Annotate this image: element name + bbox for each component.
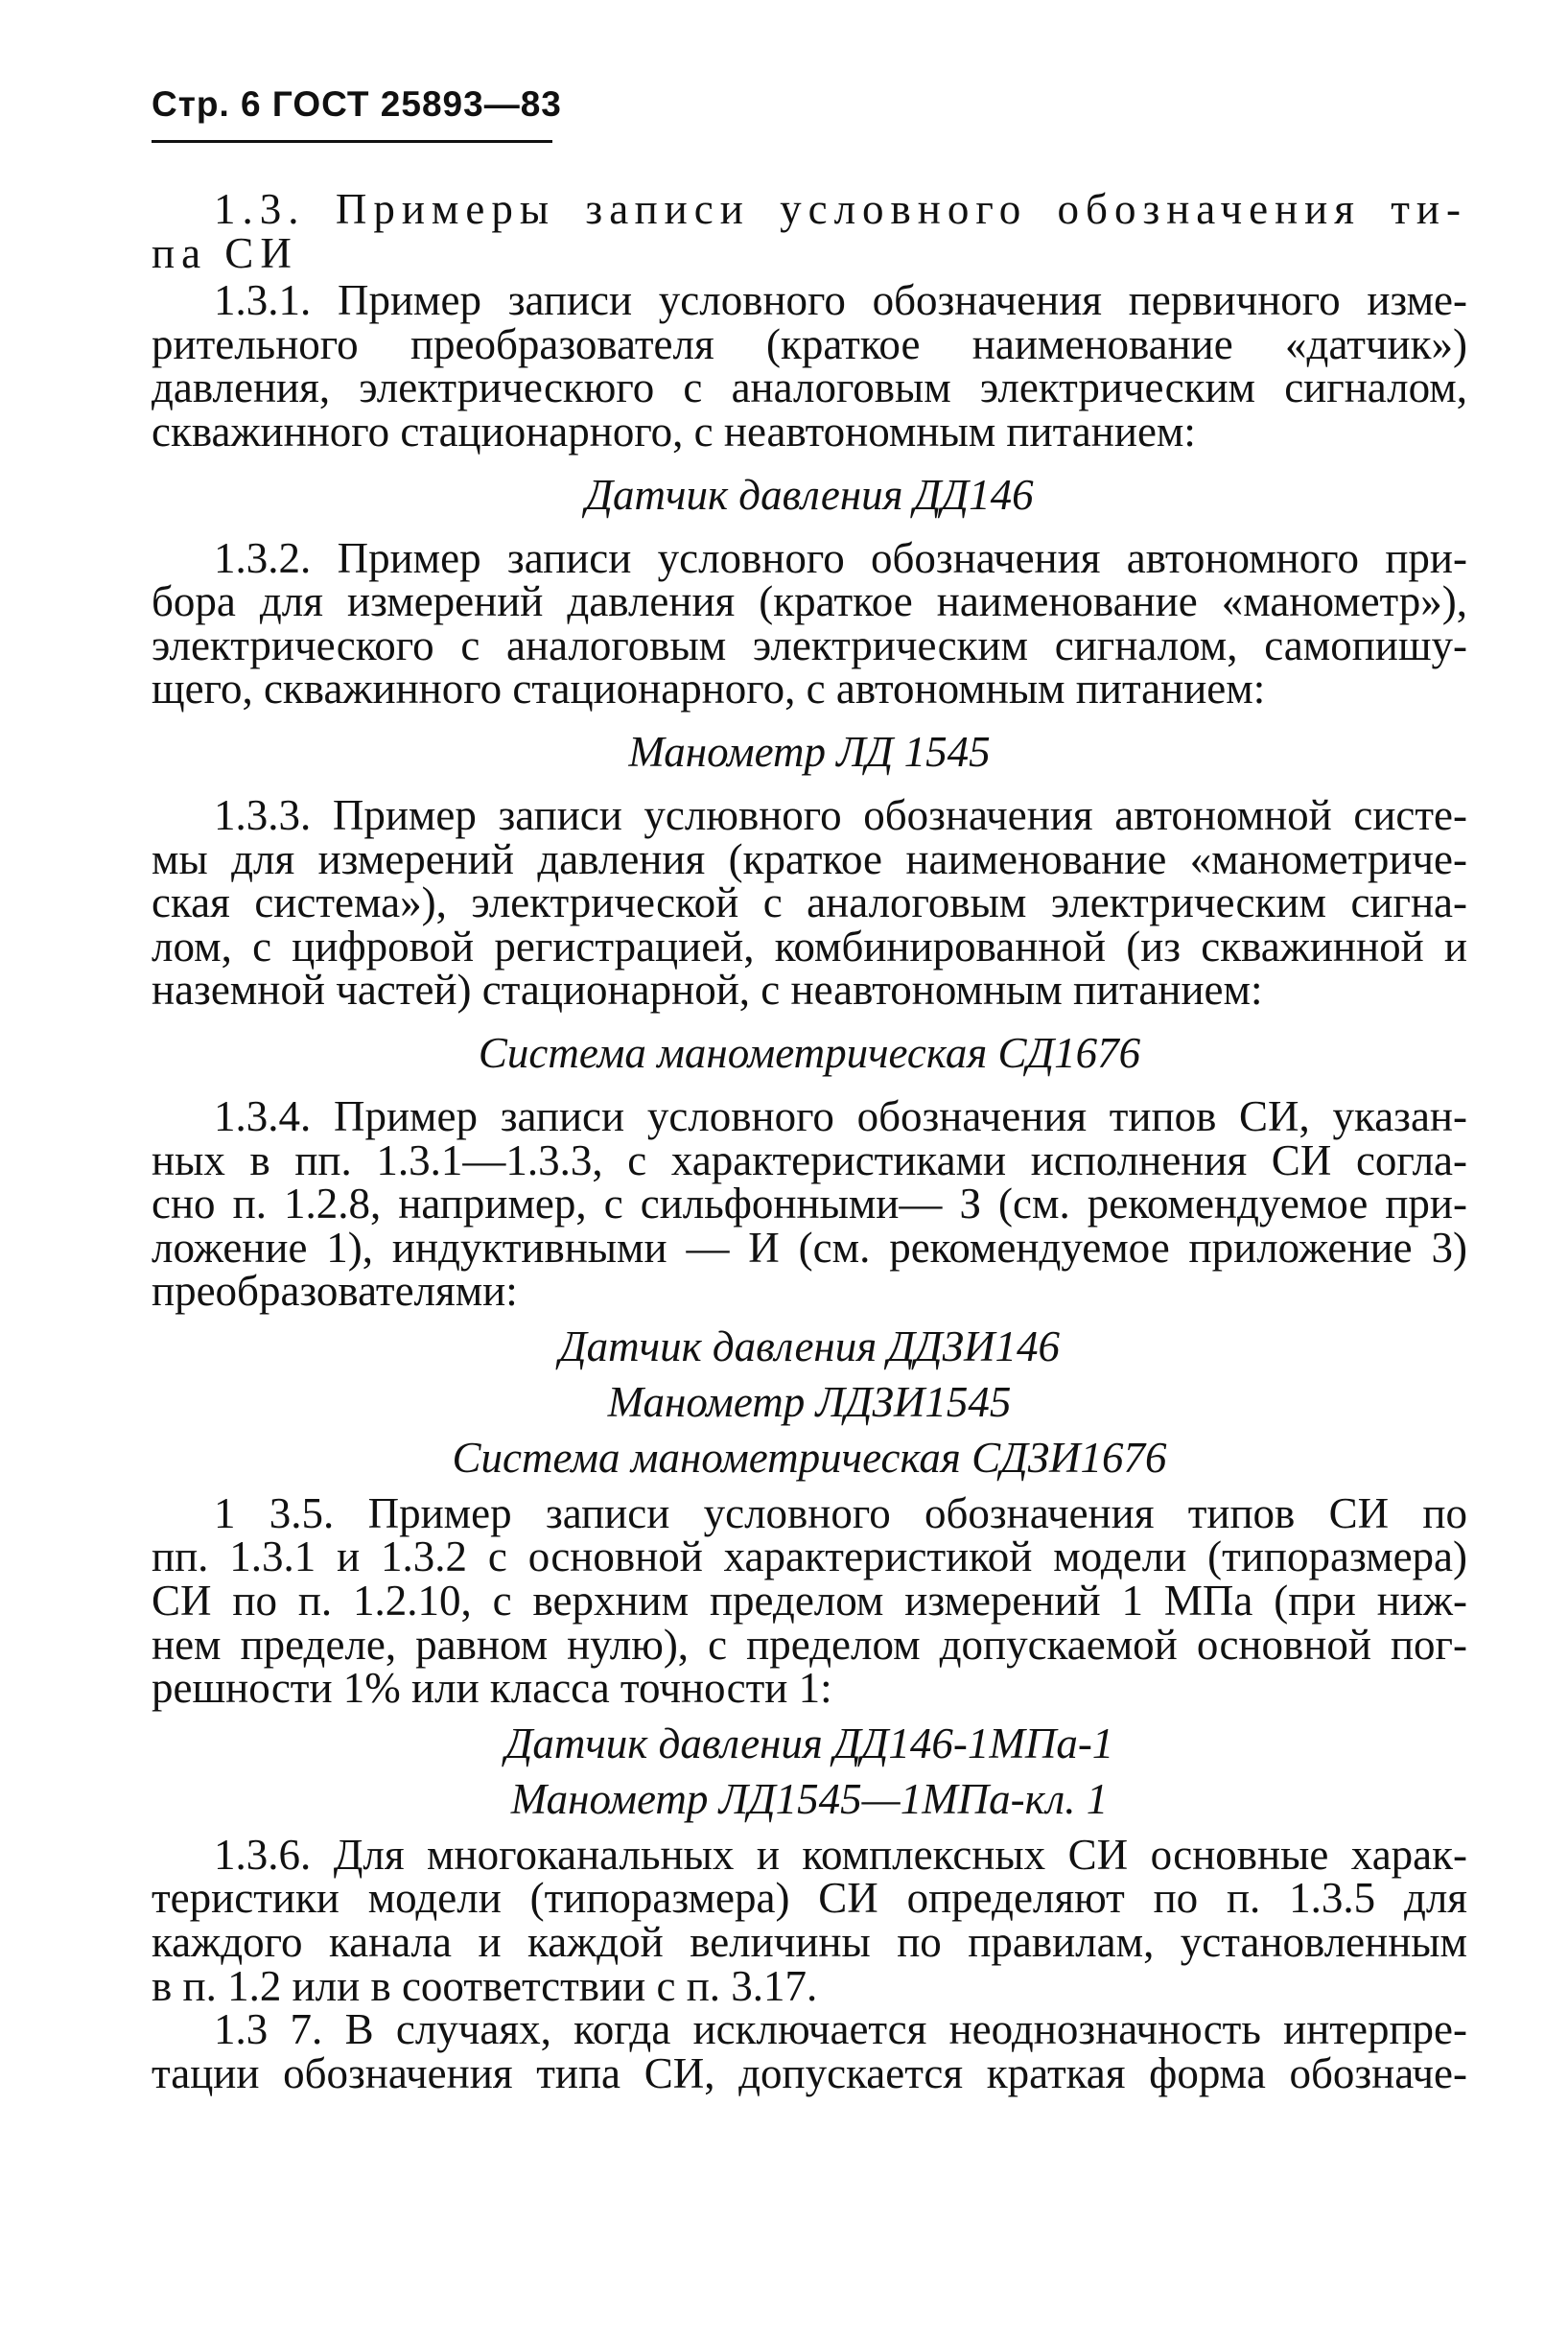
designation-example: Датчик давления ДД146-1МПа-1: [504, 1719, 1114, 1767]
text-line: наземной частей) стационарной, с неавтономным питанием:: [152, 966, 1263, 1015]
text-line: электрического с аналоговым электрическим сигналом, самопишу-: [152, 620, 1467, 669]
text-line: 1.3 7. В случаях, когда исключается неоднозначность интерпре-: [214, 2005, 1467, 2054]
text-line: СИ по п. 1.2.10, с верхним пределом измерений 1 МПа (при ниж-: [152, 1577, 1467, 1626]
text-line: па СИ: [152, 228, 298, 277]
document-body: [152, 185, 1467, 2097]
designation-example: Система манометрическая СД1676: [478, 1028, 1141, 1077]
designation-example: Манометр ЛД1545—1МПа-кл. 1: [510, 1774, 1109, 1823]
paragraph-1-3-6: [152, 1830, 1467, 2010]
designation-example: Датчик давления ДД146: [585, 470, 1034, 519]
text-line: скважинного стационарного, с неавтономным питанием:: [152, 407, 1196, 456]
text-line: бора для измерений давления (краткое наименование «манометр»),: [152, 577, 1467, 626]
text-line: 1.3. Примеры записи условного обозначения ти-: [214, 185, 1467, 233]
text-line: мы для измерений давления (краткое наименование «манометриче-: [152, 834, 1467, 883]
text-line: преобразователями:: [152, 1267, 518, 1316]
paragraph-1-3-4: [152, 1091, 1467, 1482]
designation-example: Манометр ЛД 1545: [628, 727, 991, 776]
text-line: 1.3.1. Пример записи условного обозначения первичного изме-: [214, 276, 1467, 325]
text-line: 1.3.3. Пример записи услювного обозначения автономной систе-: [214, 790, 1467, 839]
paragraph-1-3-3: [152, 790, 1467, 1077]
designation-example: Манометр ЛДЗИ1545: [607, 1377, 1012, 1426]
text-line: 1.3.6. Для многоканальных и комплексных СИ основные харак-: [214, 1830, 1467, 1879]
text-line: ложение 1), индуктивными — И (см. рекомендуемое приложение 3): [152, 1223, 1467, 1272]
paragraph-1-3-1: [152, 276, 1467, 519]
paragraph-1-3-5: [152, 1488, 1467, 1823]
text-line: давления, электрическюго с аналоговым электрическим сигналом,: [152, 363, 1467, 412]
text-line: ская система»), электрической с аналоговым электрическим сигна-: [152, 878, 1467, 927]
text-line: решности 1% или класса точности 1:: [152, 1664, 832, 1713]
text-line: каждого канала и каждой величины по правилам, установленным: [152, 1918, 1467, 1967]
text-line: тации обозначения типа СИ, допускается краткая форма обозначе-: [152, 2048, 1467, 2097]
designation-example: Система манометрическая СДЗИ1676: [452, 1433, 1167, 1482]
paragraph-1-3-7: [152, 2005, 1467, 2097]
text-line: 1.3.2. Пример записи условного обозначения автономного при-: [214, 533, 1467, 582]
text-line: сно п. 1.2.8, например, с сильфонными— З (см. рекомендуемое при-: [152, 1180, 1467, 1228]
text-line: теристики модели (типоразмера) СИ определяют по п. 1.3.5 для: [152, 1874, 1467, 1923]
text-line: пп. 1.3.1 и 1.3.2 с основной характеристикой модели (типоразмера): [152, 1532, 1467, 1581]
text-line: нем пределе, равном нулю), с пределом допускаемой основной пог-: [152, 1620, 1467, 1669]
paragraph-1-3-2: [152, 533, 1467, 776]
text-line: лом, с цифровой регистрацией, комбинированной (из скважинной и: [152, 922, 1467, 971]
text-line: ных в пп. 1.3.1—1.3.3, с характеристиками исполнения СИ согла-: [152, 1135, 1467, 1184]
text-line: рительного преобразователя (краткое наименование «датчик»): [152, 319, 1467, 368]
text-line: в п. 1.2 или в соответствии с п. 3.17.: [152, 1961, 818, 2010]
text-line: 1.3.4. Пример записи условного обозначения типов СИ, указан-: [214, 1091, 1467, 1140]
text-line: щего, скважинного стационарного, с автономным питанием:: [152, 665, 1266, 713]
designation-example: Датчик давления ДДЗИ146: [559, 1322, 1060, 1370]
page-header: Стр. 6 ГОСТ 25893—83: [152, 84, 562, 124]
text-line: 1 3.5. Пример записи условного обозначения типов СИ по: [214, 1488, 1467, 1537]
section-1-3-heading: [152, 185, 1467, 277]
header-rule: [152, 140, 552, 143]
